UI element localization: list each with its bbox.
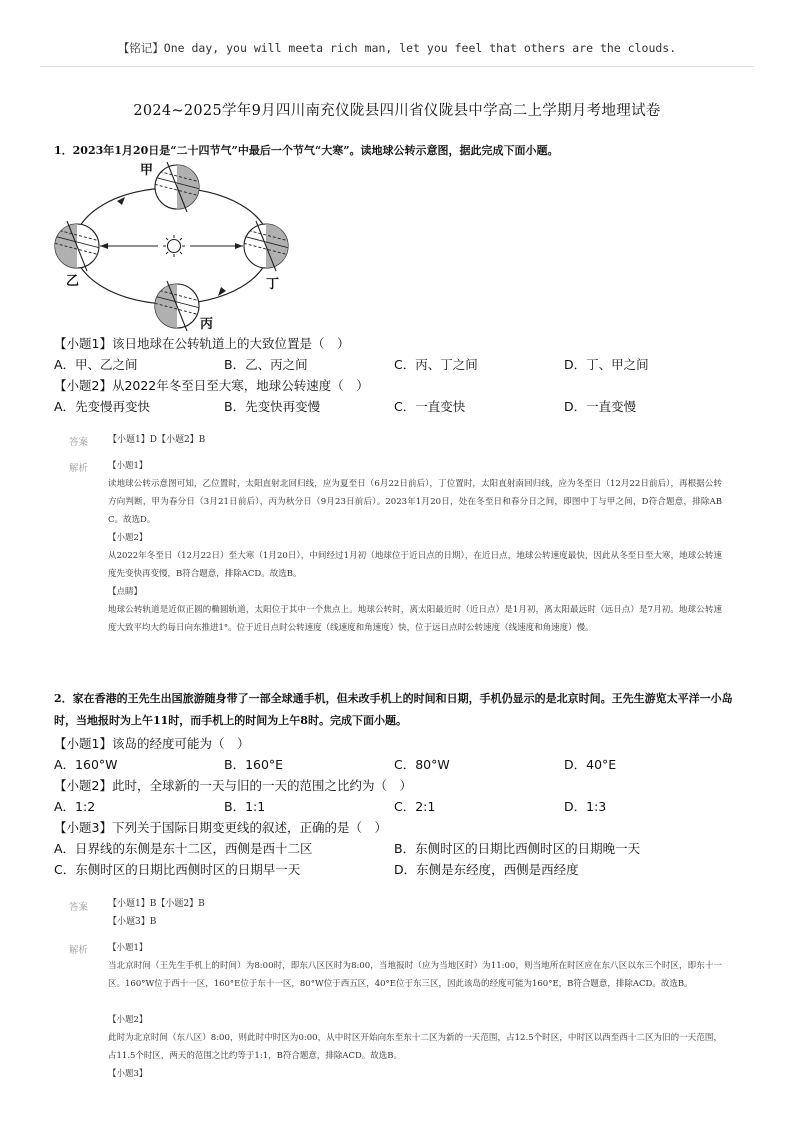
q1-analysis-label: 解析	[69, 463, 89, 474]
q2-analysis-sub1-tag: 【小题1】	[108, 943, 148, 953]
page-title: 2024~2025学年9月四川南充仪陇县四川省仪陇县中学高二上学期月考地理试卷	[133, 103, 661, 119]
q2-sub3-option-c[interactable]: C．东侧时区的日期比西侧时区的日期早一天	[54, 862, 301, 877]
q1-analysis-sub1-tag: 【小题1】	[108, 461, 148, 471]
q2-sub1-option-d[interactable]: D．40°E	[564, 757, 617, 772]
q2-sub2-option-d[interactable]: D．1:3	[564, 799, 607, 814]
q2-sub1-option-a[interactable]: A．160°W	[54, 757, 118, 772]
q2-sub3-stem: 【小题3】下列关于国际日期变更线的叙述，正确的是（ ）	[54, 820, 387, 835]
orbit-arrow-icon	[117, 197, 125, 205]
header-divider	[40, 66, 754, 67]
q2-sub2-option-c[interactable]: C．2:1	[394, 799, 436, 814]
q2-sub1-option-c[interactable]: C．80°W	[394, 757, 450, 772]
q1-sub1-option-a[interactable]: A．甲、乙之间	[54, 357, 138, 372]
q1-analysis-tip-tag: 【点睛】	[108, 587, 143, 597]
earth-bing-icon	[150, 281, 204, 331]
q2-analysis-sub2-text: 此时为北京时间（东八区）8:00，则此时中时区为0:00，从中时区开始向东至东十二区为新的一天范围，占12.5个时区，中时区以西至西十二区为旧的一天范围，占11.5个时区，两天的范围之比约等于1:1，B符合题意，排除ACD。故选B。	[108, 1033, 722, 1061]
earth-jia-icon	[150, 162, 204, 212]
q1-analysis-sub2-tag: 【小题2】	[108, 533, 148, 543]
q2-sub3-option-d[interactable]: D．东侧是东经度，西侧是西经度	[394, 862, 579, 877]
q2-sub1-stem: 【小题1】该岛的经度可能为（ ）	[54, 736, 250, 751]
q2-sub2-option-b[interactable]: B．1:1	[224, 799, 266, 814]
q1-sub2-option-d[interactable]: D．一直变慢	[564, 399, 637, 414]
q2-answer-line-2: 【小题3】B	[108, 917, 157, 927]
q1-analysis-sub1-text: 读地球公转示意图可知，乙位置时，太阳直射北回归线，应为夏至日（6月22日前后），丁位置时，太阳直射南回归线，应为冬至日（12月22日前后），再根据公转方向判断，甲为春分日（3月21日前后），丙为秋分日（9月23日前后）。2023年1月20日，处在冬至日和春分日之间，即图中丁与甲之间，D符合题意，排除ABC。故选D。	[108, 479, 722, 525]
sun-icon	[163, 235, 185, 257]
label-ding: 丁	[266, 277, 280, 292]
q2-sub3-option-b[interactable]: B．东侧时区的日期比西侧时区的日期晚一天	[394, 841, 641, 856]
q2-sub1-option-b[interactable]: B．160°E	[224, 757, 284, 772]
q1-analysis-sub2-text: 从2022年冬至日（12月22日）至大寒（1月20日），中间经过1月初（地球位于近日点的日期），在近日点，地球公转速度最快，因此从冬至日至大寒，地球公转速度先变快再变慢，B符合题意，排除ACD。故选B。	[108, 551, 722, 579]
q1-answer: 【小题1】D【小题2】B	[108, 435, 206, 445]
label-jia: 甲	[140, 163, 154, 178]
earth-yi-icon	[50, 221, 104, 271]
q2-analysis-sub2-tag: 【小题2】	[108, 1015, 148, 1025]
q2-sub2-stem: 【小题2】此时，全球新的一天与旧的一天的范围之比约为（ ）	[54, 778, 412, 793]
q1-sub2-option-a[interactable]: A．先变慢再变快	[54, 399, 151, 414]
question-2-stem: 2．家在香港的王先生出国旅游随身带了一部全球通手机，但未改手机上的时间和日期，手机仍显示的是北京时间。王先生游览太平洋一小岛时，当地报时为上午11时，而手机上的时间为上午8时。完成下面小题。	[54, 692, 733, 727]
header-motto: 【铭记】One day, you will meeta rich man, let you feel that others are the clouds.	[117, 41, 677, 55]
q1-sub2-option-c[interactable]: C．一直变快	[394, 399, 466, 414]
q1-sub2-option-b[interactable]: B．先变快再变慢	[224, 399, 321, 414]
q2-analysis-sub3-tag: 【小题3】	[108, 1069, 148, 1079]
label-yi: 乙	[66, 274, 80, 289]
q1-sub1-option-c[interactable]: C．丙、丁之间	[394, 357, 478, 372]
q2-analysis-label: 解析	[69, 945, 89, 956]
earth-ding-icon	[239, 221, 293, 271]
q1-sub1-option-d[interactable]: D．丁、甲之间	[564, 357, 649, 372]
label-bing: 丙	[200, 317, 214, 332]
q2-sub2-option-a[interactable]: A．1:2	[54, 799, 96, 814]
q1-sub1-option-b[interactable]: B．乙、丙之间	[224, 357, 308, 372]
q1-analysis-tip-text: 地球公转轨道是近似正圆的椭圆轨道，太阳位于其中一个焦点上。地球公转时，离太阳最近时（近日点）是1月初，离太阳最远时（远日点）是7月初。地球公转速度大致平均大约每日向东推进1°。位于近日点时公转速度（线速度和角速度）快，位于远日点时公转速度（线速度和角速度）慢。	[108, 605, 722, 633]
q1-answer-label: 答案	[69, 437, 89, 448]
q1-sub2-stem: 【小题2】从2022年冬至日至大寒，地球公转速度（ ）	[54, 378, 369, 393]
q2-sub3-option-a[interactable]: A．日界线的东侧是东十二区，西侧是西十二区	[54, 841, 313, 856]
q2-answer-line-1: 【小题1】B【小题2】B	[108, 899, 205, 909]
q2-answer-label: 答案	[69, 902, 89, 913]
question-1-stem: 1．2023年1月20日是“二十四节气”中最后一个节气“大寒”。读地球公转示意图，据此完成下面小题。	[54, 144, 559, 157]
earth-orbit-diagram	[50, 158, 310, 334]
q2-analysis-sub1-text: 当北京时间（王先生手机上的时间）为8:00时，即东八区区时为8:00，当地报时（应为当地区时）为11:00，则当地所在时区应在东八区以东三个时区，即东十一区。160°W位于西十一区，160°E位于东十一区，80°W位于西五区，40°E位于东三区，因此该岛的经度可能为160°E，B符合题意，排除ACD。故选B。	[108, 961, 722, 989]
q1-sub1-stem: 【小题1】该日地球在公转轨道上的大致位置是（ ）	[54, 336, 350, 351]
